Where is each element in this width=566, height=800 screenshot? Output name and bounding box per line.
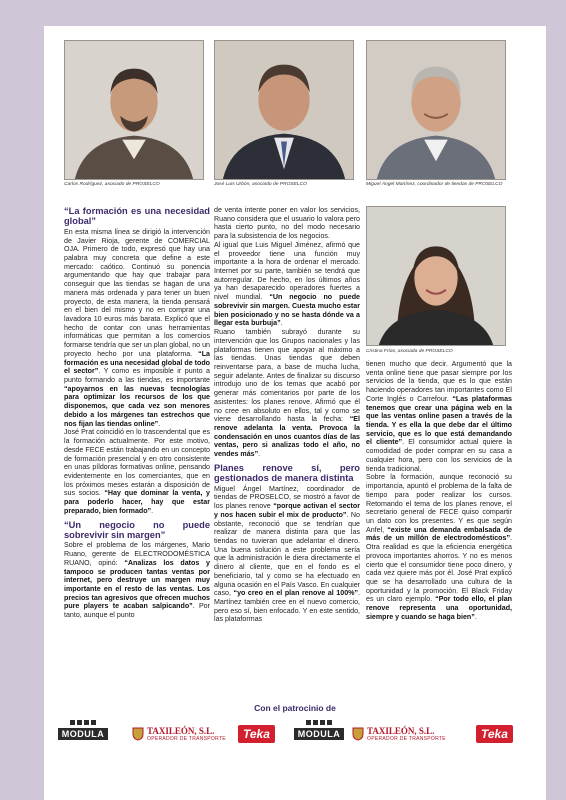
- sponsor-logos: [54, 720, 536, 750]
- paragraph: Sobre la formación, aunque reconoció su importancia, apuntó el problema de la falta de tiempo para poder realizar los cursos. Retomando el tema de los planes renove, el secretario general de FECE quiso compartir un dato con los presentes. Y es que según Anfel, “existe una demanda embalsada de más de un millón de electrodomésticos”. Otra realidad es que la eficiencia energética provoca importantes ahorros. Y no es menos cierto que el consumidor tiene poco dinero, y cada vez quiere más por él. José Prat explicó que se ha desarrollado una cultura de la oportunidad y la promoción. El Black Friday es un claro ejemplo. “Por todo ello, el plan renove representa una oportunidad, siempre y cuando se haga bien”.: [366, 473, 512, 621]
- article-column-1: [64, 206, 210, 620]
- paragraph: Ruano también subrayó durante su intervención que los Grupos nacionales y las plataformas tienen que apoyar al máximo a las tiendas. Unas tiendas que deben reinventarse para, a base de mucha lucha, seguir adelante. Antes de finalizar su discurso introdujo uno de los temas que acabó por generar más comentarios por parte de los asistentes: los planes renove. Afirmó que él no cree en absoluto en ellos, tal y como se viene desarrollando hasta la fecha: “El renove adelanta la venta. Provoca la condensación en unos cuantos días de las ventas, pero si analizas todo el año, no vendes más”.: [214, 328, 360, 459]
- photo-caption: Miguel Ángel Martínez, coordinador de tiendas de PROSELCO: [366, 182, 503, 187]
- top-color-band: [44, 0, 546, 26]
- section-heading: Planes renove sí, pero gestionados de manera distinta: [214, 462, 360, 484]
- sponsors-title: Con el patrocinio de: [254, 703, 336, 713]
- teka-logo: Teka: [476, 720, 516, 750]
- shield-icon: [352, 727, 364, 741]
- photo-cristina-frias: [366, 206, 506, 346]
- photo-jose-luis-urbon: [214, 40, 354, 180]
- photo-caption: José Luis Urbón, asociado de PROSELCO: [214, 182, 307, 187]
- section-heading: “Un negocio no puede sobrevivir sin margen”: [64, 519, 210, 540]
- photo-miguel-angel-martinez: [366, 40, 506, 180]
- photo-caption: Carlos Rodríguez, asociado de PROSELCO: [64, 182, 160, 187]
- taxileon-logo: TAXILEÓN, S.L. OPERADOR DE TRANSPORTE: [352, 720, 452, 750]
- paragraph: de venta intente poner en valor los servicios, Ruano considera que el usuario lo valora pero hasta cierto punto, no del modo necesario para la subsistencia de los negocios.: [214, 206, 360, 241]
- paragraph: Miguel Ángel Martínez, coordinador de tiendas de PROSELCO, se mostró a favor de los planes renove “porque activan el sector y nos hacen subir el mix de producto”. No obstante, reconoció que se tendrían que realizar de manera distinta para que las tiendas no tuvieran que adelantar el dinero. Una buena solución a este problema sería que la administración le diera directamente el dinero al cliente, que en el fondo es el beneficiario, tal y como se ha efectuado en alguna ocasión en el País Vasco. En cualquier caso, “yo creo en el plan renove al 100%”. Martínez también cree en el nuevo comercio, pero eso sí, bien enfocado. Y en este sentido, las plataformas: [214, 484, 361, 624]
- paragraph: Al igual que Luis Miguel Jiménez, afirmó que el proveedor tiene una función muy importante a la hora de ordenar el mercado. Internet por su parte, también se tendrá que autorregular. De hecho, en los últimos años ya han desaparecido operadores fuertes a nivel mundial. “Un negocio no puede sobrevivir sin margen. Cuesta mucho estar bien posicionado y no se hasta dónde va a llegar esta burbuja”.: [214, 240, 360, 328]
- article-column-2: [214, 206, 360, 624]
- photo-caption: Cristina Frías, asociada de PROSELCO: [366, 349, 453, 354]
- left-color-band: [0, 0, 44, 800]
- section-heading: “La formación es una necesidad global”: [64, 206, 210, 227]
- article-column-3: [366, 360, 512, 622]
- taxileon-logo: TAXILEÓN, S.L. OPERADOR DE TRANSPORTE: [132, 720, 228, 750]
- right-color-band: [546, 0, 566, 800]
- paragraph: José Prat coincidió en lo trascendental que es la formación actualmente. Por este motivo, desde FECE están trabajando en un concepto de formación presencial y en otro consistente en unas píldoras formativas online, pensando evidentemente en los comerciantes, que en los próximos meses estarán a disposición de sus socios. “Hay que dominar la venta, y para poderlo hacer, hay que estar preparado, bien formado”.: [64, 428, 211, 515]
- paragraph: Sobre el problema de los márgenes, Mario Ruano, gerente de ELECTRODOMÉSTICA RUANO, opinó: “Analizas los datos y tampoco se producen tantas ventas por internet, pero destruye un margen muy importante en el resto de las ventas. Los precios tan agresivos que ofrecen muchos pure players te acaban salpicando”. Por tanto, aunque el punto: [64, 541, 210, 620]
- paragraph: tienen mucho que decir. Argumentó que la venta online tiene que pasar siempre por los servicios de la tienda, que es lo que están haciendo operadores tan importantes como El Corte Inglés o Carrefour. “Las plataformas tenemos que crear una página web en la que las ventas online pasen a través de la tienda. Y es ella la que debe dar el último servicio, que es lo que está demandando el cliente”. El consumidor actual quiere la comodidad de poder comprar en su casa a cualquier hora, pero con los servicios de la tienda tradicional.: [366, 360, 512, 473]
- photo-carlos-rodriguez: [64, 40, 204, 180]
- paragraph: En esta misma línea se dirigió la intervención de Javier Rioja, gerente de COMERCIAL OJA. Primero de todo, expresó que hay una palabra muy concreta que define a este mercado: caótico. Continuó su ponencia argumentando que hay que trabajar para conseguir que las tiendas se hagan de una manera más ordenada y para tener un buen proyecto, de esta manera, la tienda pensará en el bien del mismo y no en comprar una lavadora 10 euros más barata. Explicó que el hecho de contar con unas herramientas informáticas que permitan a los comercios formarse tendría que ser un plan global, no un proyecto hecho por una plataforma. “La formación es una necesidad global de todo el sector”. Y como es imposible ir punto a punto formando a las tiendas, es importante “apoyarnos en las nuevas tecnologías para optimizar los recursos de los que disponemos, que cada vez son menores debido a los márgenes tan estrechos que nos fijan las tiendas online”.: [64, 227, 210, 428]
- teka-logo: Teka: [238, 720, 278, 750]
- shield-icon: [132, 727, 144, 741]
- modula-logo: MODULA: [294, 720, 344, 750]
- modula-logo: MODULA: [58, 720, 108, 750]
